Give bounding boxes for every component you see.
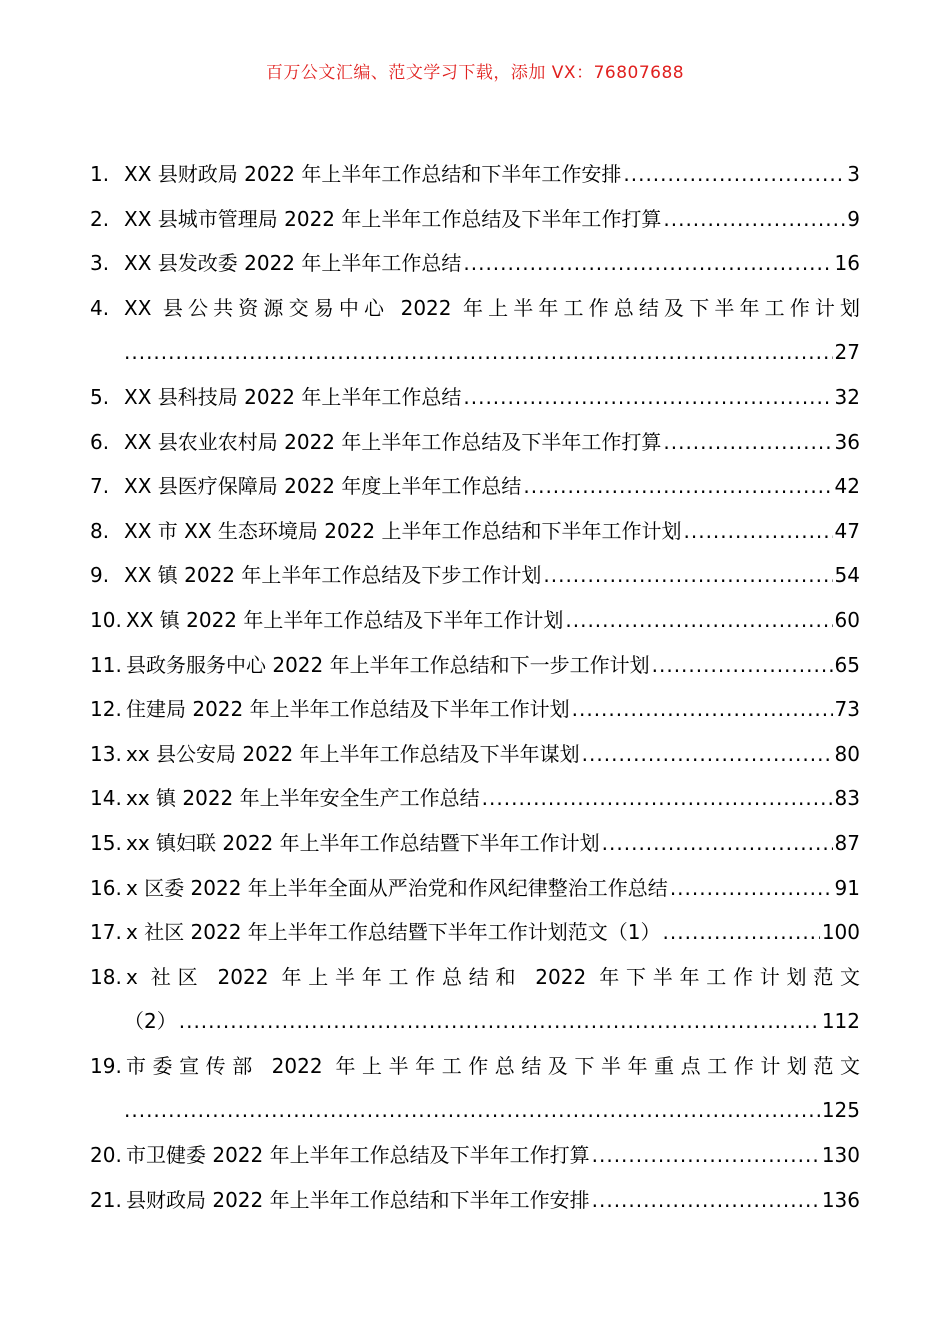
toc-leader-dots — [663, 910, 820, 955]
toc-entry-5[interactable] — [90, 375, 860, 420]
toc-leader-dots — [523, 464, 832, 509]
toc-leader-dots — [179, 999, 820, 1044]
toc-leader-dots — [543, 553, 832, 598]
toc-leader-dots — [482, 776, 833, 821]
toc-entry-11[interactable] — [90, 643, 860, 688]
toc-leader-dots — [592, 1133, 820, 1178]
toc-entry-8[interactable] — [90, 509, 860, 554]
toc-entry-4-continuation[interactable] — [90, 330, 860, 375]
toc-entry-9[interactable] — [90, 553, 860, 598]
toc-entry-21[interactable] — [90, 1178, 860, 1223]
toc-entry-title: xx 县公安局 2022 年上半年工作总结及下半年谋划 — [126, 741, 580, 766]
toc-entry-title: XX 县财政局 2022 年上半年工作总结和下半年工作安排 — [124, 162, 622, 186]
toc-entry-title: 住建局 2022 年上半年工作总结及下半年工作计划 — [126, 697, 570, 722]
toc-leader-dots — [602, 821, 833, 866]
toc-entry-19-continuation[interactable] — [90, 1088, 860, 1133]
toc-entry-12[interactable] — [90, 687, 860, 732]
toc-entry-title: xx 镇 2022 年上半年安全生产工作总结 — [126, 786, 480, 811]
toc-entry-number: 16. — [90, 875, 122, 900]
toc-leader-dots — [623, 152, 845, 197]
toc-entry-page: 3 — [847, 162, 860, 186]
toc-leader-dots — [463, 375, 832, 420]
toc-entry-16[interactable] — [90, 866, 860, 911]
toc-entry-page: 112 — [821, 1009, 860, 1034]
toc-entry-page: 130 — [821, 1143, 860, 1168]
toc-entry-title: XX 县医疗保障局 2022 年度上半年工作总结 — [124, 474, 522, 499]
toc-entry-page: 36 — [834, 429, 860, 454]
toc-entry-20[interactable] — [90, 1133, 860, 1178]
toc-entry-number: 14. — [90, 786, 122, 811]
toc-entry-page: 32 — [834, 384, 860, 409]
toc-entry-page: 42 — [834, 474, 860, 499]
toc-entry-number: 19. — [90, 1053, 122, 1078]
toc-entry-number: 7. — [90, 474, 110, 499]
toc-entry-17[interactable] — [90, 910, 860, 955]
toc-entry-page: 47 — [834, 518, 860, 543]
toc-entry-number: 3. — [90, 251, 110, 276]
toc-leader-dots — [124, 330, 833, 375]
toc-entry-number: 20. — [90, 1143, 122, 1168]
toc-entry-page: 60 — [834, 607, 860, 632]
toc-leader-dots — [565, 598, 832, 643]
toc-entry-3[interactable] — [90, 241, 860, 286]
toc-entry-number: 17. — [90, 920, 122, 945]
toc-entry-6[interactable] — [90, 420, 860, 465]
toc-entry-18[interactable] — [90, 955, 860, 1000]
table-of-contents — [90, 152, 860, 1222]
toc-entry-number: 15. — [90, 830, 122, 855]
toc-leader-dots — [572, 687, 833, 732]
toc-entry-title: xx 镇妇联 2022 年上半年工作总结暨下半年工作计划 — [126, 830, 600, 855]
toc-entry-page: 65 — [834, 652, 860, 677]
toc-entry-title: 市委宣传部 2022 年上半年工作总结及下半年重点工作计划范文 — [126, 1053, 860, 1078]
toc-entry-number: 5. — [90, 384, 110, 409]
toc-entry-number: 13. — [90, 741, 122, 766]
toc-entry-number: 6. — [90, 429, 110, 454]
toc-entry-number: 21. — [90, 1187, 122, 1212]
toc-entry-number: 18. — [90, 964, 122, 989]
toc-entry-page: 16 — [834, 251, 860, 276]
toc-entry-title: XX 市 XX 生态环境局 2022 上半年工作总结和下半年工作计划 — [124, 518, 682, 543]
toc-entry-page: 100 — [821, 920, 860, 945]
toc-entry-page: 125 — [821, 1098, 860, 1123]
toc-leader-dots — [670, 866, 833, 911]
toc-leader-dots — [124, 1088, 820, 1133]
toc-entry-page: 83 — [834, 786, 860, 811]
toc-entry-page: 27 — [834, 340, 860, 365]
toc-entry-title: XX 县农业农村局 2022 年上半年工作总结及下半年工作打算 — [124, 429, 662, 454]
toc-leader-dots — [592, 1178, 820, 1223]
toc-leader-dots — [663, 420, 832, 465]
toc-entry-2[interactable] — [90, 197, 860, 242]
toc-leader-dots — [463, 241, 832, 286]
toc-entry-number: 4. — [90, 295, 110, 320]
toc-entry-15[interactable] — [90, 821, 860, 866]
toc-entry-title: XX 镇 2022 年上半年工作总结及下半年工作计划 — [126, 607, 564, 632]
toc-entry-page: 9 — [847, 206, 860, 231]
toc-entry-title: XX 县科技局 2022 年上半年工作总结 — [124, 384, 462, 409]
toc-leader-dots — [684, 509, 833, 554]
toc-entry-number: 9. — [90, 563, 110, 588]
toc-entry-number: 10. — [90, 607, 122, 632]
toc-entry-13[interactable] — [90, 732, 860, 777]
toc-entry-18-continuation[interactable] — [90, 999, 860, 1044]
toc-entry-number: 8. — [90, 518, 110, 543]
toc-entry-number: 1. — [90, 162, 110, 186]
toc-entry-7[interactable] — [90, 464, 860, 509]
toc-entry-page: 87 — [834, 830, 860, 855]
toc-entry-page: 73 — [834, 697, 860, 722]
toc-entry-14[interactable] — [90, 776, 860, 821]
toc-entry-page: 54 — [834, 563, 860, 588]
toc-entry-10[interactable] — [90, 598, 860, 643]
toc-entry-page: 80 — [834, 741, 860, 766]
toc-entry-title: 市卫健委 2022 年上半年工作总结及下半年工作打算 — [126, 1143, 590, 1168]
toc-entry-title: XX 县公共资源交易中心 2022 年上半年工作总结及下半年工作计划 — [124, 295, 860, 320]
toc-entry-19[interactable] — [90, 1044, 860, 1089]
toc-leader-dots — [663, 197, 845, 242]
toc-entry-number: 12. — [90, 697, 122, 722]
toc-entry-1[interactable] — [90, 152, 860, 197]
toc-entry-title: XX 镇 2022 年上半年工作总结及下步工作计划 — [124, 563, 542, 588]
toc-entry-title: XX 县发改委 2022 年上半年工作总结 — [124, 251, 462, 276]
toc-entry-title: x 区委 2022 年上半年全面从严治党和作风纪律整治工作总结 — [126, 875, 668, 900]
toc-entry-title: x 社区 2022 年上半年工作总结暨下半年工作计划范文（1） — [126, 920, 661, 945]
toc-entry-title: XX 县城市管理局 2022 年上半年工作总结及下半年工作打算 — [124, 206, 662, 231]
toc-entry-number: 11. — [90, 652, 122, 677]
toc-entry-page: 91 — [834, 875, 860, 900]
toc-entry-title: 县财政局 2022 年上半年工作总结和下半年工作安排 — [126, 1187, 590, 1212]
header-contact-note: 百万公文汇编、范文学习下载，添加 VX：76807688 — [265, 63, 685, 83]
toc-entry-number: 2. — [90, 206, 110, 231]
toc-entry-title: x 社区 2022 年上半年工作总结和 2022 年下半年工作计划范文 — [126, 964, 860, 989]
toc-entry-page: 136 — [821, 1187, 860, 1212]
toc-entry-title: 县政务服务中心 2022 年上半年工作总结和下一步工作计划 — [126, 652, 650, 677]
toc-leader-dots — [582, 732, 833, 777]
toc-leader-dots — [652, 643, 833, 688]
toc-entry-title-continuation: （2） — [124, 1009, 177, 1034]
toc-entry-4[interactable] — [90, 286, 860, 331]
